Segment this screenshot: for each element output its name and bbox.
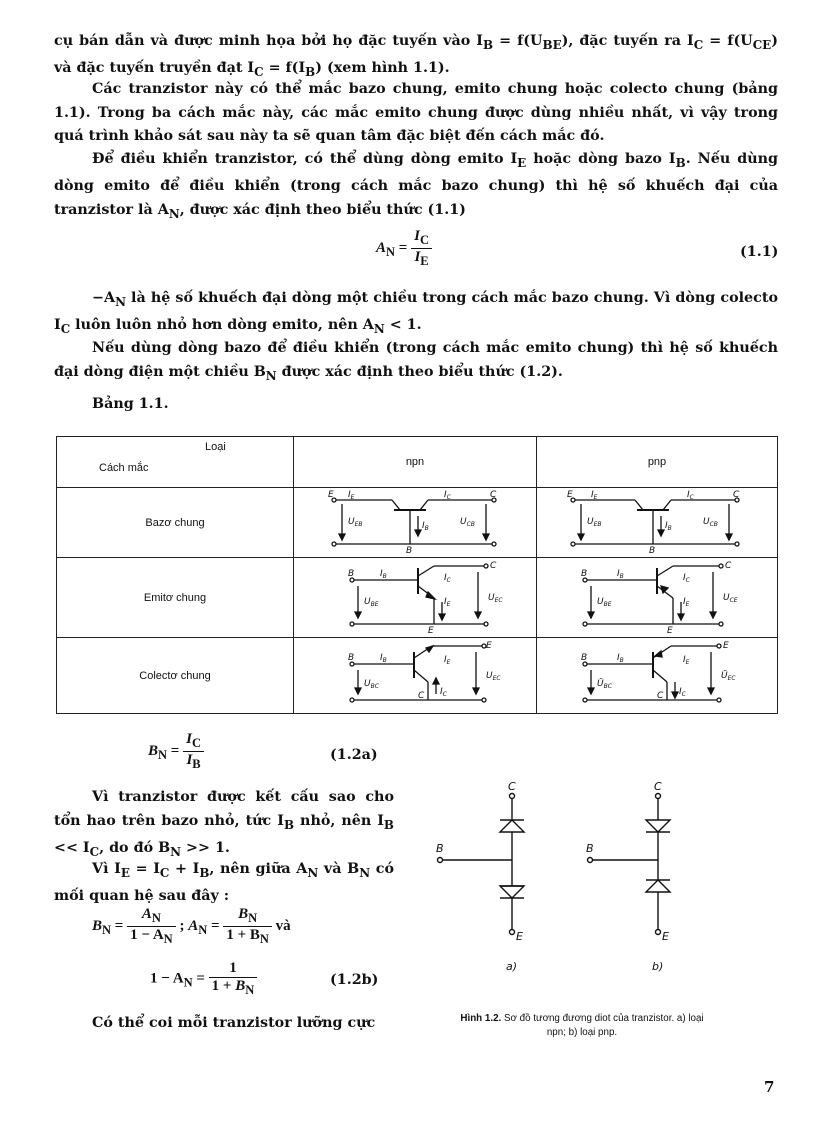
svg-text:E: E bbox=[328, 490, 334, 500]
paragraph-2: Các tranzistor này có thể mắc bazo chung, emito chung hoặc colecto chung (bảng 1.1). Trong ba cách mắc này, các mắc emito chung được dùng nhiều nhất, vì vậy trong quá trình khảo sát sau này ta sẽ quan tâm đặc biệt đến cách mắc đó. bbox=[54, 81, 778, 144]
svg-text:B: B bbox=[406, 546, 413, 554]
figure-caption: Hình 1.2. Sơ đồ tương đương diot của tranzistor. a) loại npn; b) loại pnp. bbox=[460, 1013, 704, 1038]
svg-text:IB: $I_B$ bbox=[380, 569, 387, 580]
svg-text:UEB: $U_{EB}$ bbox=[348, 517, 363, 528]
header-pnp: pnp bbox=[537, 437, 778, 488]
svg-text:IB: $I_B$ bbox=[422, 521, 429, 532]
header-cach-mac: Cách mắc bbox=[99, 462, 149, 474]
circuit-pnp-common-emitter bbox=[537, 558, 778, 638]
svg-text:C: C bbox=[733, 490, 740, 500]
equation-1-1: $A_N$ = $\frac{I_C}{I_E}$ bbox=[376, 228, 432, 269]
svg-text:IC: $I_C$ bbox=[444, 573, 451, 584]
svg-text:IE: $I_E$ bbox=[591, 490, 598, 501]
svg-text:IC: $I_C$ bbox=[444, 490, 451, 501]
svg-text:E: E bbox=[428, 626, 434, 634]
svg-text:C: C bbox=[657, 691, 664, 701]
paragraph-1: cụ bán dẫn và được minh họa bởi họ đặc tuyến vào $I_B = f(U_{BE})$, đặc tuyến ra $I_C = f(U_{CE})$ và đặc tuyến truyền đạt $I_C = f(I_B)$ (xem hình 1.1). bbox=[54, 33, 779, 80]
svg-text:IE: $I_E$ bbox=[444, 655, 451, 666]
svg-text:ŪEC: $Ū_{EC}$ bbox=[721, 671, 736, 682]
svg-text:UBE: $U_{BE}$ bbox=[364, 597, 379, 608]
svg-text:IB: $I_B$ bbox=[617, 569, 624, 580]
table-caption: Bảng 1.1. bbox=[92, 396, 169, 412]
fig-label-e-b: E bbox=[662, 930, 669, 943]
svg-text:E: E bbox=[486, 641, 492, 651]
circuit-npn-common-emitter bbox=[294, 558, 537, 638]
table-1-1 bbox=[56, 436, 778, 714]
equation-number-1-2a: (1.2a) bbox=[330, 747, 378, 763]
fig-label-b-a: B bbox=[436, 842, 444, 855]
figure-label-b: b) bbox=[652, 960, 664, 973]
svg-text:IC: $I_C$ bbox=[679, 687, 686, 698]
svg-text:E: E bbox=[567, 490, 573, 500]
paragraph-5: Nếu dùng dòng bazo để điều khiển (trong cách mắc emito chung) thì hệ số khuếch đại dòng điện một chiều $B_N$ được xác định theo biểu thức (1.2). bbox=[54, 340, 778, 383]
fig-label-c-a: C bbox=[508, 780, 516, 793]
svg-text:IC: $I_C$ bbox=[683, 573, 690, 584]
svg-text:UBC: $U_{BC}$ bbox=[364, 679, 379, 690]
paragraph-4: $-A_N$ là hệ số khuếch đại dòng một chiều trong cách mắc bazo chung. Vì dòng colecto $I_C$ luôn luôn nhỏ hơn dòng emito, nên $A_N < 1$. bbox=[54, 290, 778, 337]
svg-text:UCB: $U_{CB}$ bbox=[460, 517, 475, 528]
svg-text:C: C bbox=[490, 561, 497, 571]
paragraph-7: Vì $I_E = I_C + I_B$, nên giữa $A_N$ và $B_N$ có mối quan hệ sau đây : bbox=[54, 861, 394, 905]
row-label-colecto-chung: Colectơ chung bbox=[57, 638, 294, 714]
svg-text:IC: $I_C$ bbox=[440, 687, 447, 698]
svg-text:B: B bbox=[348, 653, 355, 663]
svg-text:IE: $I_E$ bbox=[683, 597, 690, 608]
svg-text:E: E bbox=[667, 626, 673, 634]
equation-number-1-1: (1.1) bbox=[740, 244, 779, 260]
svg-text:C: C bbox=[490, 490, 497, 500]
fig-label-c-b: C bbox=[654, 780, 662, 793]
svg-text:UCB: $U_{CB}$ bbox=[703, 517, 718, 528]
table-header-corner bbox=[57, 437, 294, 488]
figure-1-2-diode-equivalent bbox=[420, 780, 720, 980]
svg-text:UEC: $U_{EC}$ bbox=[488, 593, 503, 604]
paragraph-3: Để điều khiển tranzistor, có thể dùng dòng emito $I_E$ hoặc dòng bazo $I_B$. Nếu dùng dòng emito để điều khiển (trong cách mắc bazo chung) thì hệ số khuếch đại của tranzistor là $A_N$, được xác định theo biểu thức (1.1) bbox=[54, 151, 778, 221]
svg-text:C: C bbox=[725, 561, 732, 571]
equation-number-1-2b: (1.2b) bbox=[330, 972, 379, 988]
circuit-npn-common-base bbox=[294, 488, 537, 558]
paragraph-6: Vì tranzistor được kết cấu sao cho tổn hao trên bazo nhỏ, tức $I_B$ nhỏ, nên $I_B << I_C$, do đó $B_N >> 1$. bbox=[54, 789, 394, 859]
svg-text:IE: $I_E$ bbox=[444, 597, 451, 608]
circuit-pnp-common-base bbox=[537, 488, 778, 558]
svg-text:B: B bbox=[649, 546, 656, 554]
svg-text:B: B bbox=[581, 653, 588, 663]
svg-text:UEC: $U_{EC}$ bbox=[486, 671, 501, 682]
svg-text:B: B bbox=[581, 569, 588, 579]
svg-text:C: C bbox=[418, 691, 425, 701]
equation-relations: $B_N$ = $\frac{A_N}{1 - A_N}$ ; $A_N$ = $\frac{B_N}{1 + B_N}$ và bbox=[92, 906, 291, 946]
svg-text:IB: $I_B$ bbox=[665, 521, 672, 532]
equation-1-2b: $1 - A_N$ = $\frac{1}{1 + B_N}$ bbox=[150, 960, 257, 998]
row-label-emito-chung: Emitơ chung bbox=[57, 558, 294, 638]
fig-label-e-a: E bbox=[516, 930, 523, 943]
header-loai: Loại bbox=[205, 441, 226, 453]
circuit-npn-common-collector bbox=[294, 638, 537, 714]
equation-1-2a: $B_N$ = $\frac{I_C}{I_B}$ bbox=[148, 731, 204, 772]
svg-text:ŪBC: $Ū_{BC}$ bbox=[597, 679, 612, 690]
page-number: 7 bbox=[764, 1078, 775, 1096]
svg-text:IB: $I_B$ bbox=[380, 653, 387, 664]
svg-text:B: B bbox=[348, 569, 355, 579]
svg-text:IC: $I_C$ bbox=[687, 490, 694, 501]
row-label-bazo-chung: Bazơ chung bbox=[57, 488, 294, 558]
svg-text:UCE: $U_{CE}$ bbox=[723, 593, 738, 604]
paragraph-8: Có thể coi mỗi tranzistor lưỡng cực bbox=[92, 1015, 376, 1031]
figure-label-a: a) bbox=[506, 960, 518, 973]
svg-text:E: E bbox=[723, 641, 729, 651]
fig-label-b-b: B bbox=[586, 842, 594, 855]
svg-text:UBE: $U_{BE}$ bbox=[597, 597, 612, 608]
header-npn: npn bbox=[294, 437, 537, 488]
circuit-pnp-common-collector bbox=[537, 638, 778, 714]
svg-text:UEB: $U_{EB}$ bbox=[587, 517, 602, 528]
svg-text:IB: $I_B$ bbox=[617, 653, 624, 664]
svg-text:IE: $I_E$ bbox=[348, 490, 355, 501]
svg-text:IE: $I_E$ bbox=[683, 655, 690, 666]
